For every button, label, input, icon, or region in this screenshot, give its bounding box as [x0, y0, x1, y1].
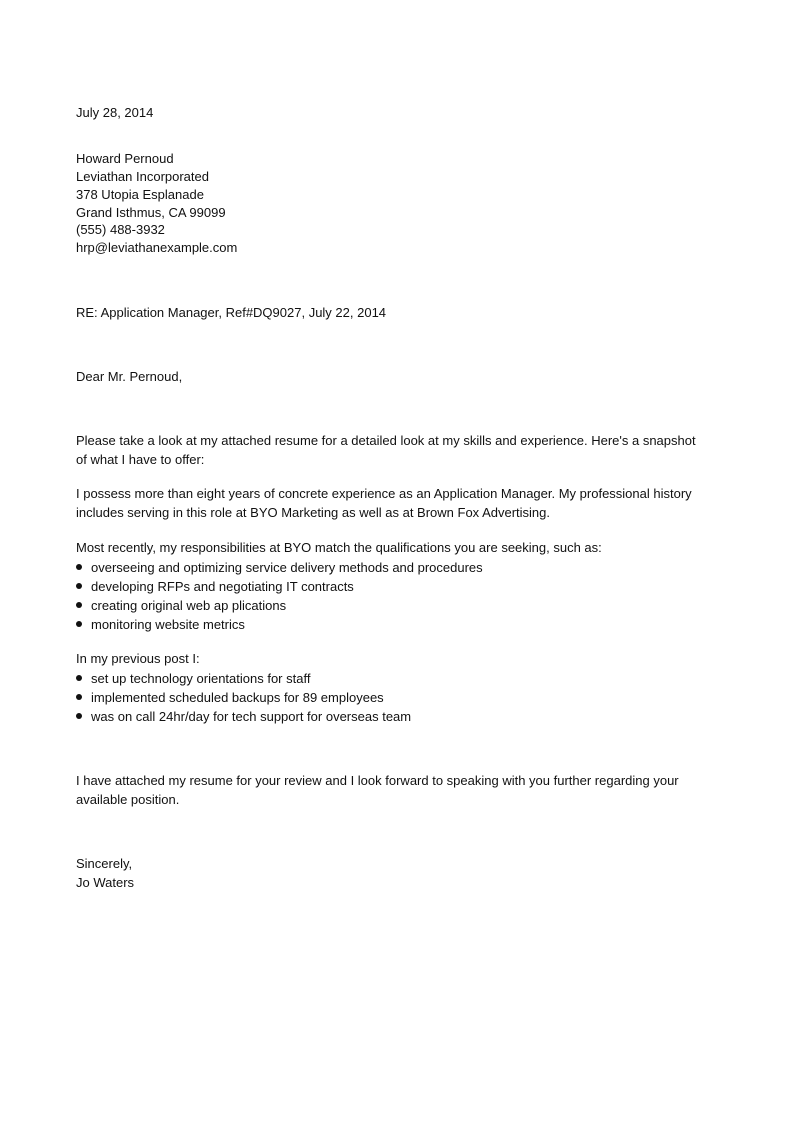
- letter-date: July 28, 2014: [76, 105, 154, 120]
- recipient-phone: (555) 488-3932: [76, 222, 165, 237]
- recipient-name: Howard Pernoud: [76, 151, 174, 166]
- list-item-text: implemented scheduled backups for 89 employees: [91, 690, 384, 705]
- paragraph-1-line-1: Please take a look at my attached resume for a detailed look at my skills and experience. Here's a snapshot: [76, 433, 696, 448]
- list-item: [76, 669, 311, 688]
- recipient-company: Leviathan Incorporated: [76, 169, 209, 184]
- recipient-street: 378 Utopia Esplanade: [76, 187, 204, 202]
- list-item-text: monitoring website metrics: [91, 617, 245, 632]
- list-item-text: was on call 24hr/day for tech support for overseas team: [91, 709, 412, 724]
- recipient-email: hrp@leviathanexample.com: [76, 240, 238, 255]
- paragraph-2-line-2: includes serving in this role at BYO Marketing as well as at Brown Fox Advertising.: [76, 505, 550, 520]
- bullet-icon: [76, 621, 82, 627]
- list-item-text: developing RFPs and negotiating IT contracts: [91, 579, 354, 594]
- paragraph-1-line-2: of what I have to offer:: [76, 452, 205, 467]
- list-item: [76, 615, 245, 634]
- list-item: [76, 596, 287, 615]
- bullet-icon: [76, 583, 82, 589]
- paragraph-4-intro: In my previous post I:: [76, 651, 200, 666]
- signoff: Sincerely,: [76, 856, 133, 871]
- subject-line: RE: Application Manager, Ref#DQ9027, July 22, 2014: [76, 305, 387, 320]
- salutation: Dear Mr. Pernoud,: [76, 369, 183, 384]
- list-item-text: creating original web ap plications: [91, 598, 287, 613]
- signature-name: Jo Waters: [76, 875, 135, 890]
- bullet-icon: [76, 675, 82, 681]
- list-item: [76, 577, 354, 596]
- bullet-icon: [76, 564, 82, 570]
- paragraph-3-intro: Most recently, my responsibilities at BYO match the qualifications you are seeking, such as:: [76, 540, 602, 555]
- bullet-icon: [76, 602, 82, 608]
- paragraph-2-line-1: I possess more than eight years of concrete experience as an Application Manager. My professional history: [76, 486, 692, 501]
- closing-paragraph-line-2: available position.: [76, 792, 180, 807]
- bullet-icon: [76, 713, 82, 719]
- recipient-city: Grand Isthmus, CA 99099: [76, 205, 226, 220]
- list-item: [76, 707, 412, 726]
- closing-paragraph-line-1: I have attached my resume for your review and I look forward to speaking with you further regarding your: [76, 773, 679, 788]
- bullet-icon: [76, 694, 82, 700]
- list-item-text: overseeing and optimizing service delivery methods and procedures: [91, 560, 483, 575]
- list-item-text: set up technology orientations for staff: [91, 671, 311, 686]
- list-item: [76, 558, 483, 577]
- list-item: [76, 688, 384, 707]
